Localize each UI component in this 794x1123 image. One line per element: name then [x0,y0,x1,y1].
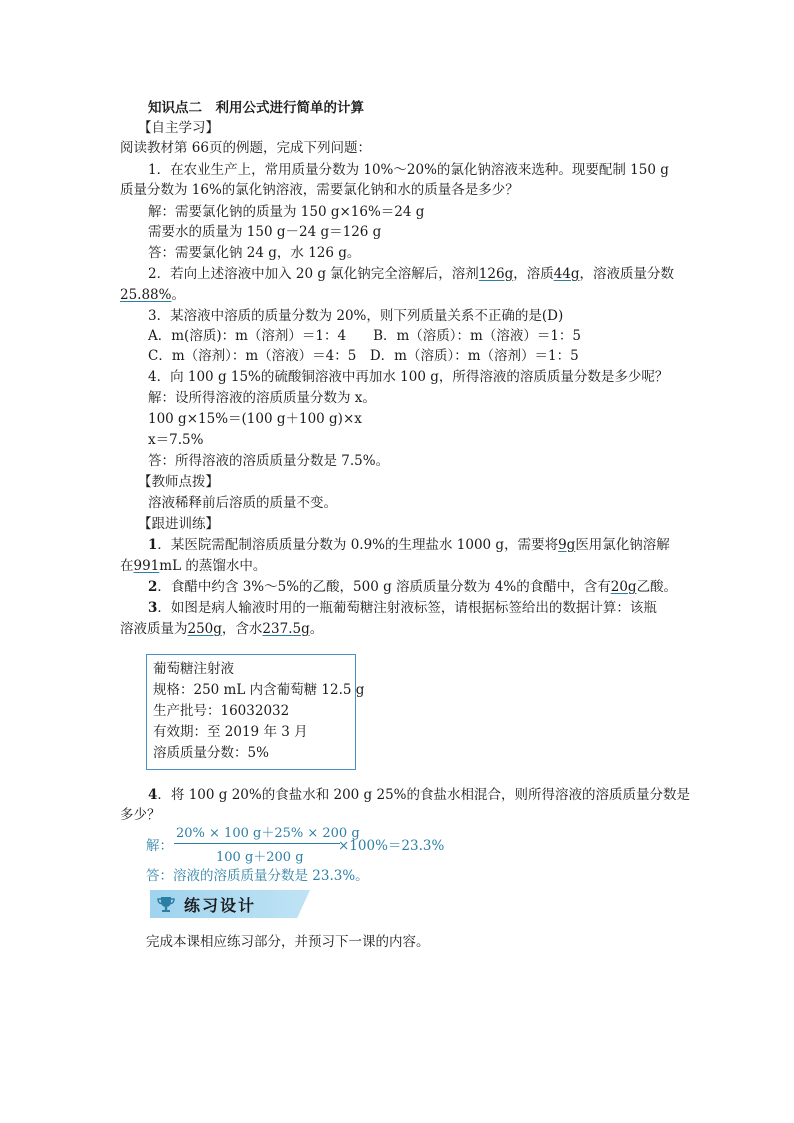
fraction-bar [174,843,340,844]
practice-2-line [148,577,677,597]
glucose-label-box [146,654,365,770]
q4-solution-1: 解：设所得溶液的溶质质量分数为 x。 [148,390,376,406]
practice-4-answer: 答：溶液的溶质质量分数是 23.3%。 [146,868,369,884]
q2-text-d: ，溶液质量分数 [579,266,675,282]
practice-2-text-c: 乙酸。 [636,579,678,595]
q2-line2 [120,285,185,305]
q4-stem: 4．向 100 g 15%的硫酸铜溶液中再加水 100 g，所得溶液的溶质质量分数是多少呢？ [148,369,669,385]
practice-3-number: 3 [148,600,158,616]
practice-heading: 【跟进训练】 [138,516,219,532]
practice-3-text-e: 。 [309,621,324,637]
practice-1-text-b: ．某医院需配制溶质质量分数为 0.9%的生理盐水 1000 g，需要将 [157,537,559,553]
q2-text-a: 2．若向上述溶液中加入 20 g 氯化钠完全溶解后，溶剂 [148,266,479,282]
practice-1-line2 [120,556,266,576]
practice-4-number: 4 [148,787,158,803]
q1-line2: 质量分数为 16%的氯化钠溶液，需要氯化钠和水的质量各是多少？ [120,182,519,198]
q4-solution-4: 答：所得溶液的溶质质量分数是 7.5%。 [148,453,390,469]
practice-1-line1 [148,535,670,555]
q2-answer-fraction: 25.88% [120,287,172,303]
practice-1-answer-water: 991 [133,558,160,574]
q2-text-e: 。 [171,287,185,303]
q2-answer-solute: 44g [553,266,580,282]
practice-3-answer-water: 237.5g [262,621,310,637]
q4-solution-3: x＝7.5% [148,432,204,448]
exercise-banner [150,890,310,918]
practice-1-answer-salt: 9g [558,537,576,553]
q2-answer-solvent: 126g [478,266,514,282]
practice-4-line2: 多少？ [120,807,161,823]
label-fraction: 溶质质量分数：5% [153,745,269,761]
trophy-icon [156,894,176,914]
q1-solution-1: 解：需要氯化钠的质量为 150 g×16%＝24 g [148,204,425,220]
practice-2-number: 2 [148,579,158,595]
practice-1-number: 1 [148,537,158,553]
label-expiry: 有效期：至 2019 年 3 月 [153,724,308,740]
practice-3-text-d: ，含水 [221,621,263,637]
practice-1-text-e: mL 的蒸馏水中。 [159,558,267,574]
self-study-heading: 【自主学习】 [138,120,219,136]
practice-1-text-d: 在 [120,558,134,574]
practice-3-line2 [120,619,323,639]
exercise-text: 完成本课相应练习部分，并预习下一课的内容。 [146,934,430,950]
banner-title: 练习设计 [184,896,257,915]
self-study-intro: 阅读教材第 66页的例题，完成下列问题： [120,140,371,156]
q2-line1 [148,264,674,284]
q3-stem: 3．某溶液中溶质的质量分数为 20%，则下列质量关系不正确的是(D) [148,308,564,324]
q3-options-cd: C．m（溶剂）：m（溶液）＝4：5 D．m（溶质）：m（溶剂）＝1：5 [148,348,579,364]
q1-line1: 1．在农业生产上，常用质量分数为 10%～20%的氯化钠溶液来选种。现要配制 150 g [148,162,669,178]
section-title: 知识点二 利用公式进行简单的计算 [148,100,364,116]
q1-solution-3: 答：需要氯化钠 24 g，水 126 g。 [148,245,361,261]
formula-numerator: 20% × 100 g＋25% × 200 g [176,826,360,841]
q2-text-c: ，溶质 [513,266,554,282]
practice-1-text-c: 医用氯化钠溶解 [575,537,670,553]
practice-3-text-b: ．如图是病人输液时用的一瓶葡萄糖注射液标签，请根据标签给出的数据计算：该瓶 [157,600,657,616]
q3-options-ab: A．m(溶质)：m（溶剂）＝1：4 B．m（溶质）：m（溶液）＝1：5 [148,328,582,344]
practice-3-line1 [148,598,657,618]
label-name: 葡萄糖注射液 [153,661,234,677]
formula-prefix: 解： [146,838,173,854]
q1-solution-2: 需要水的质量为 150 g－24 g＝126 g [148,224,382,240]
formula-result: ×100%＝23.3% [338,838,445,854]
formula-denominator: 100 g＋200 g [216,850,304,865]
label-batch: 生产批号：16032032 [153,703,290,719]
practice-4-text-b: ．将 100 g 20%的食盐水和 200 g 25%的食盐水相混合，则所得溶液的溶质质量分数是 [157,787,690,803]
practice-2-text-b: ．食醋中约含 3%～5%的乙酸，500 g 溶质质量分数为 4%的食醋中，含有 [157,579,611,595]
label-spec: 规格：250 mL 内含葡萄糖 12.5 g [153,682,365,698]
practice-4-line1 [148,785,690,805]
q4-solution-2: 100 g×15%＝(100 g＋100 g)×x [148,411,362,427]
practice-2-answer: 20g [610,579,637,595]
teacher-tip-text: 溶液稀释前后溶质的质量不变。 [148,495,337,511]
practice-3-text-c: 溶液质量为 [120,621,188,637]
teacher-tip-heading: 【教师点拨】 [138,474,219,490]
practice-3-answer-mass: 250g [187,621,222,637]
